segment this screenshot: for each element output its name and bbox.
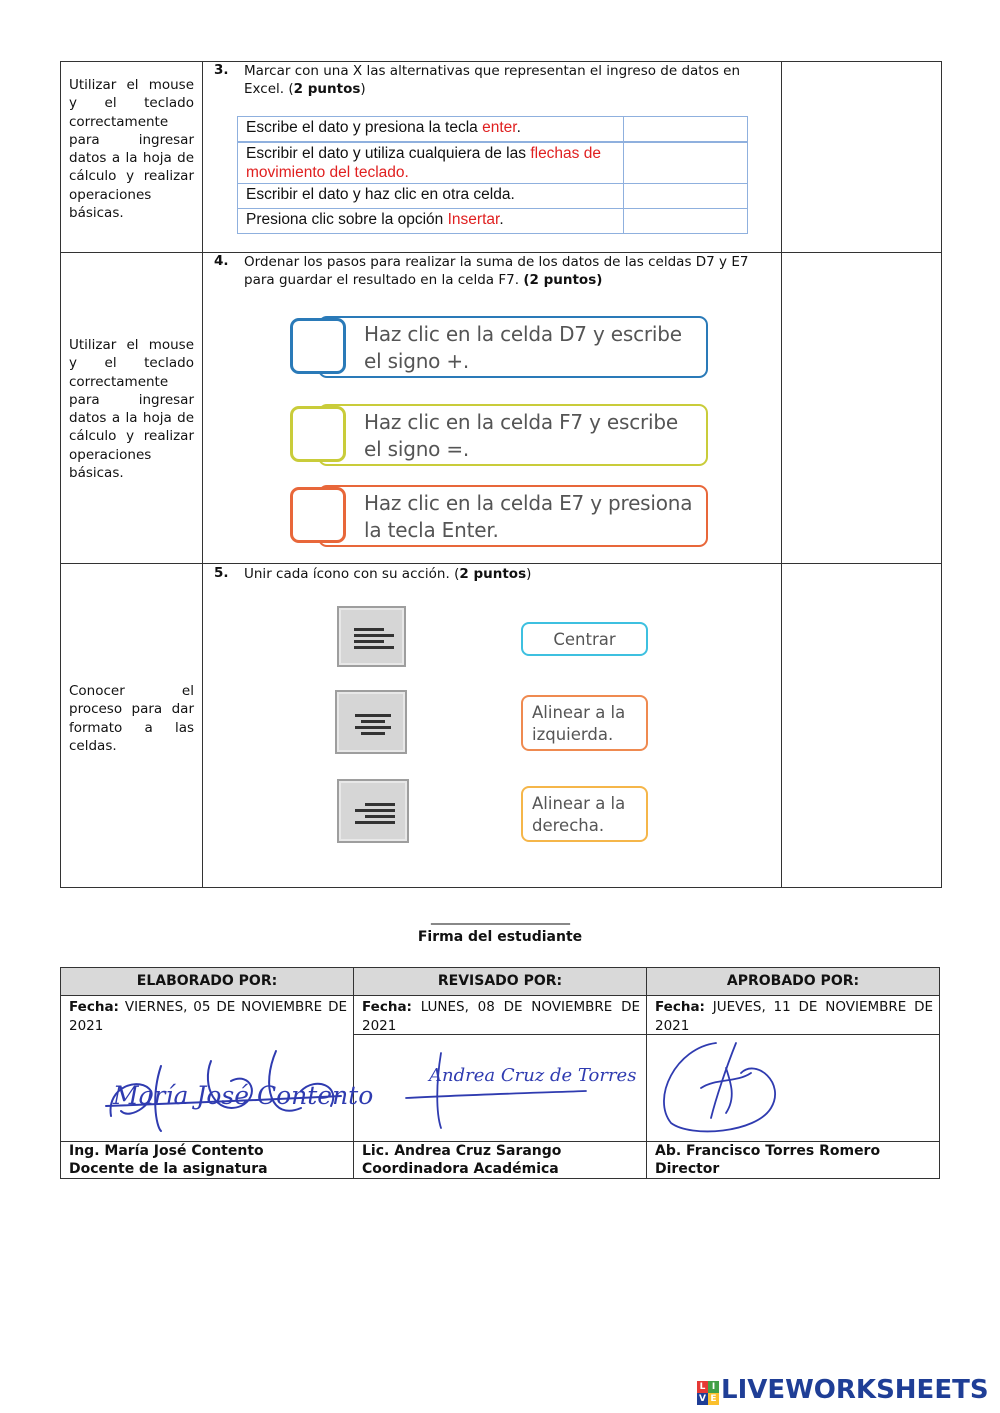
approvals-table — [60, 967, 940, 1179]
option-row — [238, 184, 748, 209]
option-answer-cell[interactable] — [624, 117, 748, 143]
criterion-text: Utilizar el mouse y el teclado correctamente para ingresar datos a la hoja de cálculo y realizar operaciones básicas. — [69, 337, 194, 482]
option-text: Escribir el dato y haz clic en otra celda. — [246, 186, 515, 203]
step-card — [288, 402, 710, 468]
header-aprobado: APROBADO POR: — [726, 973, 860, 989]
points-label: 2 puntos — [293, 81, 361, 97]
criterion-text: Conocer el proceso para dar formato a las celdas. — [69, 683, 194, 754]
logo-letter: I — [708, 1381, 719, 1393]
date-label: Fecha: — [655, 999, 705, 1015]
align-right-icon[interactable] — [337, 779, 409, 843]
step-text — [364, 409, 704, 463]
date-label: Fecha: — [362, 999, 412, 1015]
option-highlight: enter — [482, 119, 517, 136]
points-open: ( — [288, 81, 294, 97]
points-label: (2 puntos) — [523, 272, 603, 288]
logo-mark — [697, 1381, 719, 1405]
step-line: Haz clic en la celda D7 y escribe — [364, 322, 682, 346]
question-text: Unir cada ícono con su acción. — [244, 566, 450, 582]
action-align-left[interactable] — [521, 695, 648, 751]
signer-elaborado — [69, 1142, 347, 1178]
align-left-icon[interactable] — [337, 606, 406, 667]
question-number: 3. — [214, 62, 229, 78]
liveworksheets-logo — [697, 1375, 997, 1410]
step-order-box[interactable] — [290, 487, 346, 543]
table-divider — [353, 968, 354, 1178]
signer-name: Ing. María José Contento — [69, 1143, 264, 1159]
question-4 — [214, 253, 776, 289]
options-table — [237, 116, 748, 234]
table-divider — [202, 61, 203, 888]
student-signature-line: _______________________ — [431, 909, 569, 925]
action-label: izquierda. — [532, 725, 614, 744]
question-text: Ordenar los pasos para realizar la suma de los datos de las celdas D7 y E7 para guardar el resultado en la celda F7. — [244, 254, 749, 288]
step-order-box[interactable] — [290, 406, 346, 462]
option-text: Escribe el dato y presiona la tecla — [246, 119, 483, 136]
points-close: ) — [526, 566, 532, 582]
step-line: Haz clic en la celda F7 y escribe — [364, 410, 678, 434]
date-revisado — [362, 998, 640, 1035]
option-answer-cell[interactable] — [624, 184, 748, 209]
action-label: derecha. — [532, 816, 605, 835]
points-open: ( — [454, 566, 460, 582]
question-text: Marcar con una X las alternativas que representan el ingreso de datos en Excel. — [244, 63, 741, 97]
step-line: el signo +. — [364, 349, 470, 373]
table-divider — [646, 968, 647, 1178]
logo-letter: V — [697, 1393, 708, 1405]
question-5 — [214, 565, 776, 583]
signer-role: Coordinadora Académica — [362, 1161, 559, 1177]
date-elaborado — [69, 998, 347, 1035]
step-card — [288, 483, 710, 549]
signature-text: Andrea Cruz de Torres — [429, 1065, 637, 1086]
header-revisado: REVISADO POR: — [437, 973, 563, 989]
logo-letter: L — [697, 1381, 708, 1393]
option-row — [238, 209, 748, 234]
signer-name: Lic. Andrea Cruz Sarango — [362, 1143, 562, 1159]
action-label: Centrar — [553, 630, 616, 649]
action-centrar[interactable] — [521, 622, 648, 656]
action-label: Alinear a la — [532, 794, 626, 813]
action-label: Alinear a la — [532, 703, 626, 722]
signature-contento — [101, 1046, 374, 1136]
signature-text: María José Contento — [113, 1081, 374, 1110]
question-number: 4. — [214, 253, 229, 269]
signer-aprobado — [655, 1142, 933, 1178]
step-text — [364, 321, 704, 375]
criterion-text: Utilizar el mouse y el teclado correctamente para ingresar datos a la hoja de cálculo y realizar operaciones básicas. — [69, 77, 194, 222]
date-value: LUNES, 08 DE NOVIEMBRE DE 2021 — [362, 999, 640, 1034]
date-aprobado — [655, 998, 933, 1035]
brand-name: LIVEWORKSHEETS — [721, 1375, 989, 1405]
date-label: Fecha: — [69, 999, 119, 1015]
signer-role: Director — [655, 1161, 720, 1177]
step-line: el signo =. — [364, 437, 470, 461]
step-line: la tecla Enter. — [364, 518, 499, 542]
option-row — [238, 117, 748, 143]
option-row — [238, 142, 748, 184]
step-text — [364, 490, 704, 544]
option-answer-cell[interactable] — [624, 142, 748, 184]
signer-role: Docente de la asignatura — [69, 1161, 268, 1177]
student-signature-label: Firma del estudiante — [417, 929, 583, 945]
logo-letter: E — [708, 1393, 719, 1405]
table-divider — [60, 563, 942, 564]
points-label: 2 puntos — [459, 566, 527, 582]
header-elaborado: ELABORADO POR: — [136, 973, 278, 989]
points-close: ) — [360, 81, 366, 97]
signer-revisado — [362, 1142, 640, 1178]
signature-cruz — [401, 1043, 637, 1133]
option-text: Escribir el dato y utiliza cualquiera de las — [246, 145, 531, 162]
signature-torres — [656, 1038, 786, 1138]
date-value: VIERNES, 05 DE NOVIEMBRE DE 2021 — [69, 999, 347, 1034]
option-text: Presiona clic sobre la opción — [246, 211, 448, 228]
option-highlight: flechas de movimiento del teclado. — [246, 145, 601, 181]
date-value: JUEVES, 11 DE NOVIEMBRE DE 2021 — [655, 999, 934, 1034]
step-line: Haz clic en la celda E7 y presiona — [364, 491, 693, 515]
align-center-icon[interactable] — [335, 690, 407, 754]
action-align-right[interactable] — [521, 786, 648, 842]
question-number: 5. — [214, 565, 229, 581]
table-divider — [781, 61, 782, 888]
option-text-end: . — [499, 211, 504, 228]
option-answer-cell[interactable] — [624, 209, 748, 234]
step-card — [288, 314, 710, 380]
option-highlight: Insertar — [447, 211, 500, 228]
step-order-box[interactable] — [290, 318, 346, 374]
question-3 — [214, 62, 776, 98]
option-text-end: . — [516, 119, 521, 136]
signer-name: Ab. Francisco Torres Romero — [655, 1143, 881, 1159]
